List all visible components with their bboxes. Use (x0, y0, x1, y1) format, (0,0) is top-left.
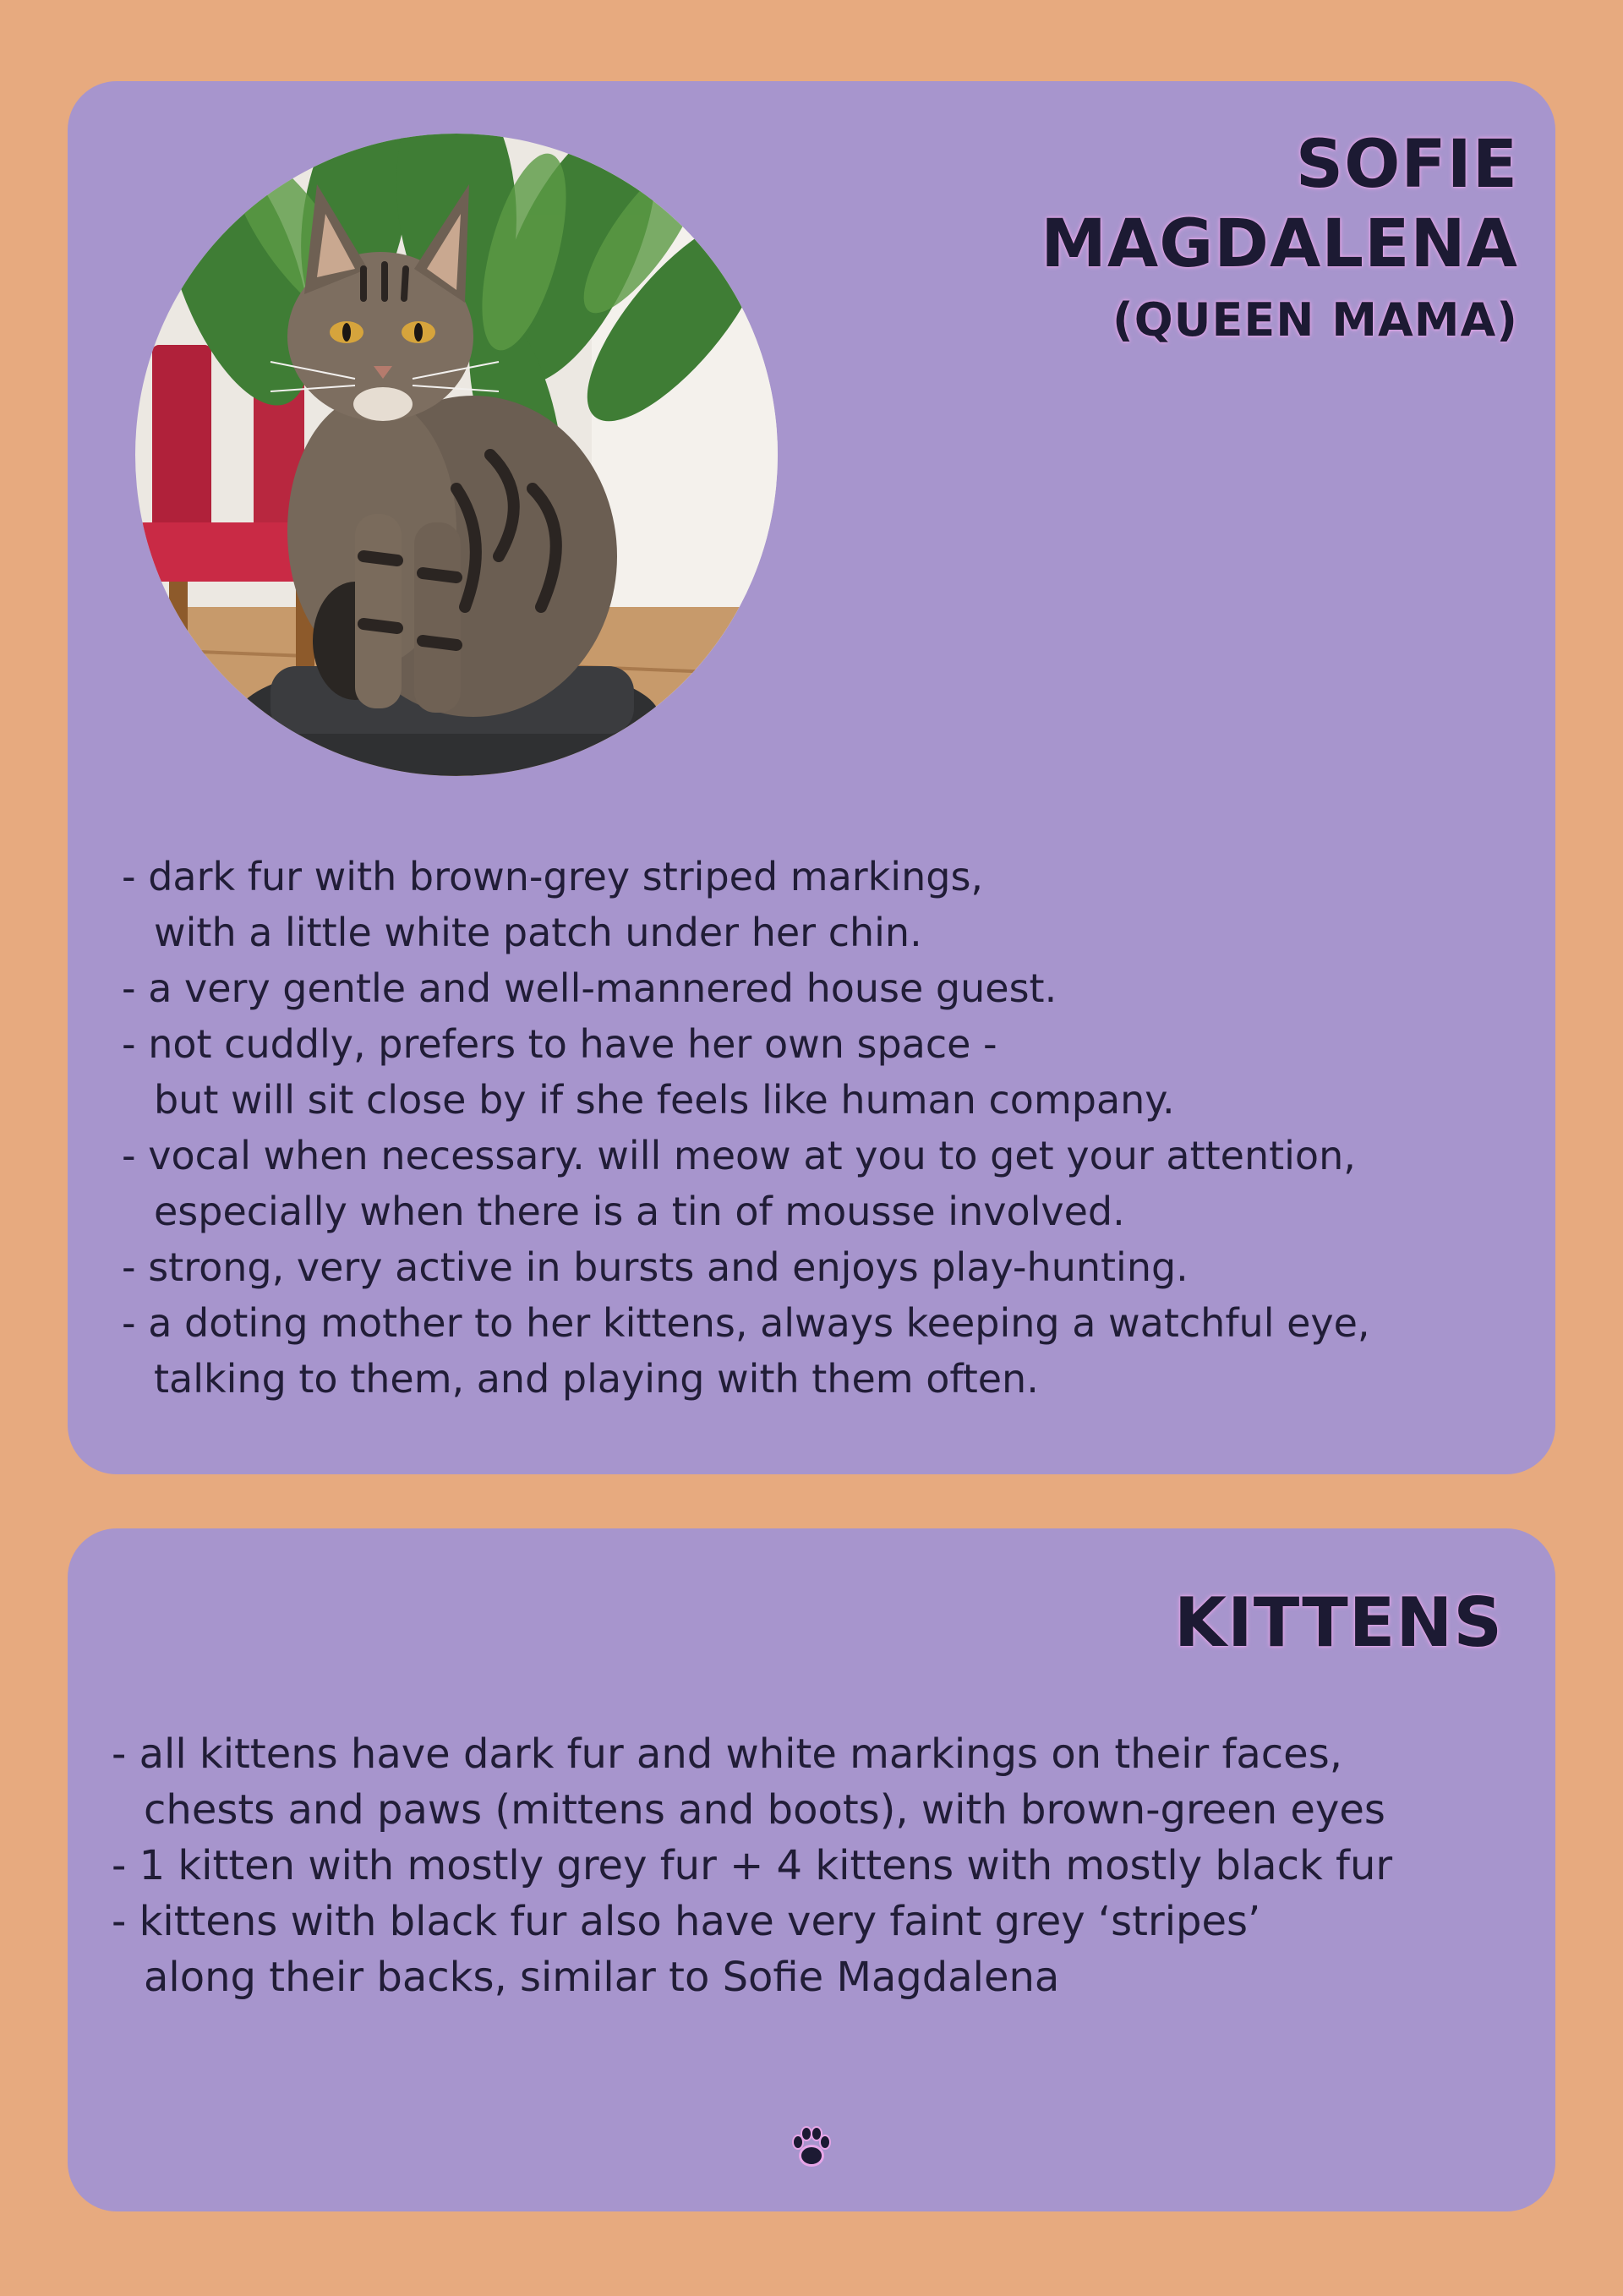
trait-line: with a little white patch under her chin. (154, 910, 922, 955)
cat-photo (135, 134, 778, 776)
trait-line: - vocal when necessary. will meow at you to get your attention, (122, 1133, 1356, 1178)
sofie-profile-card (68, 81, 1555, 1474)
trait-line: talking to them, and playing with them often. (154, 1356, 1039, 1402)
sofie-traits-list (122, 849, 1522, 1407)
cat-name-second: MAGDALENA (1041, 206, 1518, 282)
trait-line: - 1 kitten with mostly grey fur + 4 kittens with mostly black fur (112, 1842, 1393, 1889)
trait-line: but will sit close by if she feels like human company. (154, 1077, 1175, 1123)
cat-name-first: SOFIE (1295, 127, 1518, 203)
cat-nickname: (QUEEN MAMA) (1112, 293, 1518, 347)
paw-print-icon (786, 2122, 837, 2173)
kittens-traits-list (112, 1726, 1522, 2005)
trait-line: - all kittens have dark fur and white markings on their faces, (112, 1730, 1342, 1778)
kittens-card (68, 1528, 1555, 2211)
trait-line: - a doting mother to her kittens, always keeping a watchful eye, (122, 1300, 1370, 1346)
trait-line: - dark fur with brown-grey striped markings, (122, 854, 984, 899)
kittens-heading: KITTENS (1174, 1583, 1503, 1662)
trait-line: - kittens with black fur also have very faint grey ‘stripes’ (112, 1898, 1261, 1945)
trait-line: along their backs, similar to Sofie Magdalena (144, 1954, 1060, 2001)
trait-line: chests and paws (mittens and boots), with brown-green eyes (144, 1786, 1385, 1834)
tabby-cat-photo-icon (135, 134, 778, 776)
trait-line: especially when there is a tin of mousse involved. (154, 1189, 1125, 1234)
cat-name-heading (1041, 125, 1518, 353)
trait-line: - strong, very active in bursts and enjoys play-hunting. (122, 1244, 1189, 1290)
trait-line: - not cuddly, prefers to have her own space - (122, 1021, 997, 1067)
trait-line: - a very gentle and well-mannered house guest. (122, 965, 1057, 1011)
